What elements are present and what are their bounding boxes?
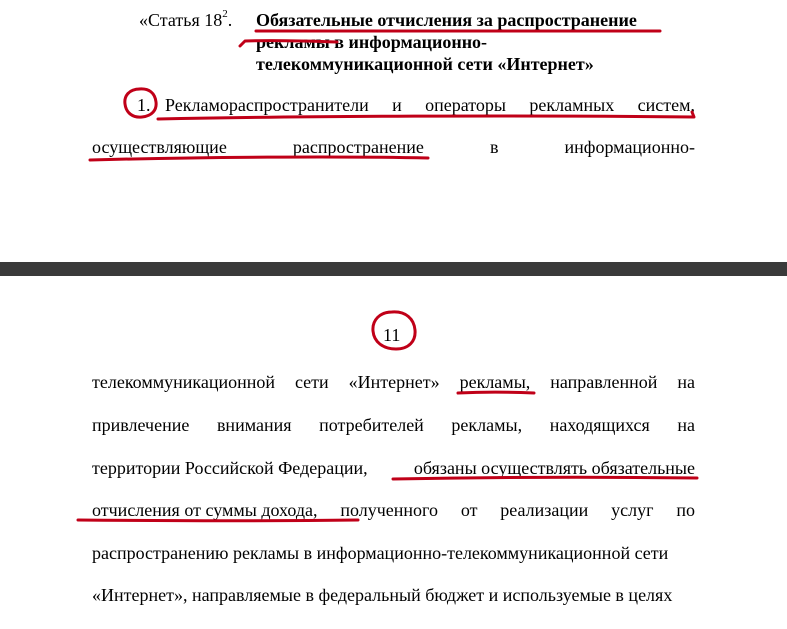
article-title-line-3: телекоммуникационной сети «Интернет» <box>256 54 594 74</box>
article-title-line-1: Обязательные отчисления за распространение <box>256 10 637 30</box>
page-separator <box>0 262 787 276</box>
document-page-bottom <box>0 276 787 629</box>
body-line-3: территории Российской Федерации, обязаны осуществлять обязательные <box>92 458 695 478</box>
body-line-5: распространению рекламы в информационно-телекоммуникационной сети <box>92 543 669 563</box>
body-line-6: «Интернет», направляемые в федеральный бюджет и используемые в целях <box>92 585 673 605</box>
article-label: «Статья $18^2$. <box>139 8 233 30</box>
paragraph-line-2: осуществляющие распространение в информационно- <box>92 137 695 157</box>
body-line-1: телекоммуникационной сети «Интернет» рекламы, направленной на <box>92 372 695 392</box>
body-line-4: отчисления от суммы дохода, полученного от реализации услуг по <box>92 500 695 520</box>
paragraph-line-1: Рекламораспространители и операторы рекламных систем, <box>165 95 695 115</box>
article-superscript: 2 <box>222 8 228 20</box>
document-page-top <box>0 0 787 262</box>
body-line-2: привлечение внимания потребителей рекламы, находящихся на <box>92 415 695 435</box>
page-number: 11 <box>383 325 401 345</box>
article-title-line-2: рекламы в информационно- <box>256 32 488 52</box>
paragraph-number: 1. <box>137 95 151 115</box>
